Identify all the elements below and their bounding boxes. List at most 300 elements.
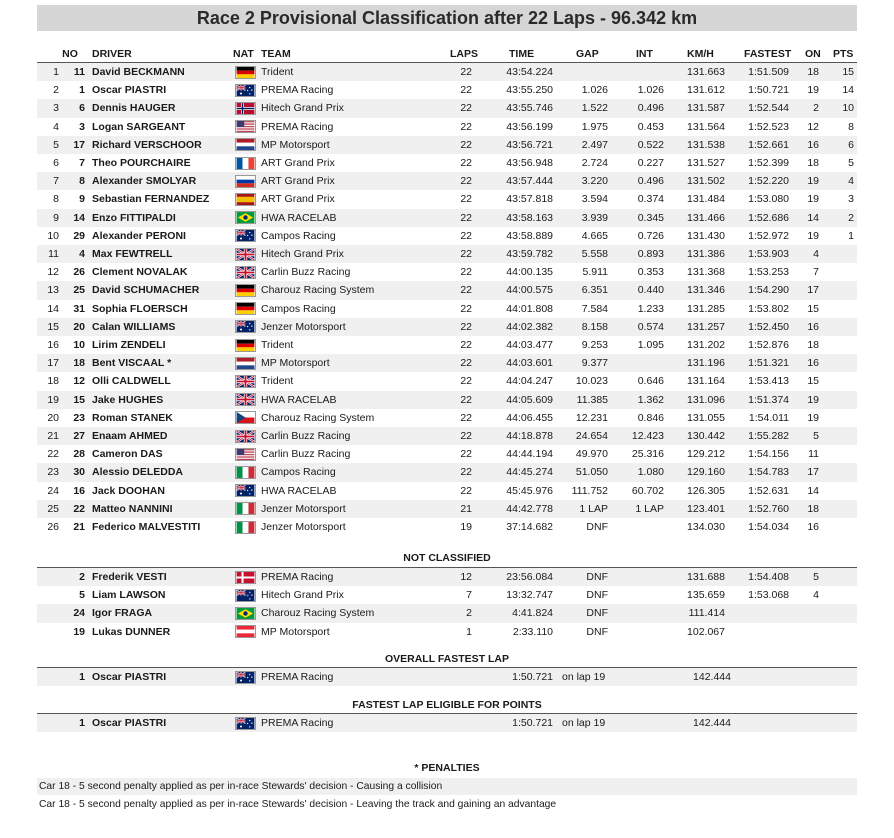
fastest-lap-cell: 1:53.413: [748, 375, 789, 388]
position-cell: [37, 586, 59, 604]
driver-name-cell: Roman STANEK: [92, 411, 173, 424]
team-name-cell: Charouz Racing System: [261, 607, 375, 620]
fastest-points-no: 1: [79, 717, 85, 730]
fastest-on-lap-cell: 19: [807, 229, 819, 242]
table-row: [37, 227, 857, 245]
fastest-on-lap-cell: [789, 604, 819, 622]
fastest-points-lap-note: on lap 19: [562, 717, 606, 730]
laps-cell: 22: [460, 120, 472, 133]
points-cell: [822, 500, 854, 518]
header-nat: NAT: [233, 48, 254, 61]
fastest-lap-cell: 1:55.282: [748, 430, 789, 443]
car-number-cell: 6: [79, 102, 85, 115]
interval-cell: 1.233: [637, 302, 664, 315]
fastest-lap-cell: 1:54.290: [748, 284, 789, 297]
gap-cell: DNF: [586, 589, 608, 602]
fastest-on-lap-cell: 19: [807, 193, 819, 206]
driver-name-cell: David SCHUMACHER: [92, 284, 200, 297]
header-gap: GAP: [576, 48, 599, 61]
laps-cell: 22: [460, 320, 472, 333]
gap-cell: DNF: [586, 607, 608, 620]
car-number-cell: 14: [73, 211, 85, 224]
au-flag-icon: [235, 484, 256, 497]
gap-cell: 3.939: [581, 211, 608, 224]
table-row: [37, 518, 857, 536]
team-name-cell: HWA RACELAB: [261, 211, 337, 224]
interval-cell: 0.496: [637, 175, 664, 188]
car-number-cell: 20: [73, 320, 85, 333]
interval-cell: [612, 63, 664, 81]
header-fastest: FASTEST: [744, 48, 792, 61]
points-cell: [822, 318, 854, 336]
team-name-cell: ART Grand Prix: [261, 193, 335, 206]
driver-name-cell: Frederik VESTI: [92, 571, 167, 584]
team-name-cell: HWA RACELAB: [261, 484, 337, 497]
table-row: [37, 500, 857, 518]
fastest-on-lap-cell: 19: [807, 393, 819, 406]
gb-flag-icon: [235, 393, 256, 406]
car-number-cell: 5: [79, 589, 85, 602]
position-cell: 5: [53, 138, 59, 151]
laps-cell: 22: [460, 448, 472, 461]
points-cell: [822, 336, 854, 354]
points-cell: 14: [842, 84, 854, 97]
overall-fastest-team: PREMA Racing: [261, 671, 334, 684]
driver-name-cell: Alexander PERONI: [92, 229, 186, 242]
fastest-lap-cell: 1:53.903: [748, 248, 789, 261]
fastest-on-lap-cell: 19: [807, 175, 819, 188]
points-cell: [822, 482, 854, 500]
table-row: [37, 99, 857, 117]
fastest-on-lap-cell: 18: [807, 339, 819, 352]
time-cell: 4:41.824: [512, 607, 553, 620]
car-number-cell: 8: [79, 175, 85, 188]
interval-cell: [612, 604, 664, 622]
fastest-points-title: FASTEST LAP ELIGIBLE FOR POINTS: [352, 699, 542, 711]
laps-cell: 22: [460, 102, 472, 115]
fastest-on-lap-cell: 17: [807, 466, 819, 479]
gap-cell: DNF: [586, 625, 608, 638]
fastest-on-lap-cell: 19: [807, 84, 819, 97]
speed-cell: 126.305: [687, 484, 725, 497]
time-cell: 43:56.199: [506, 120, 553, 133]
gb-flag-icon: [235, 248, 256, 261]
fastest-on-lap-cell: 18: [807, 66, 819, 79]
points-cell: [822, 372, 854, 390]
de-flag-icon: [235, 284, 256, 297]
interval-cell: [612, 354, 664, 372]
fastest-lap-cell: 1:52.972: [748, 229, 789, 242]
laps-cell: 22: [460, 175, 472, 188]
fastest-lap-cell: 1:54.011: [748, 411, 789, 424]
header-no: NO: [62, 48, 78, 61]
speed-cell: 134.030: [687, 521, 725, 534]
fastest-on-lap-cell: 19: [807, 411, 819, 424]
time-cell: 44:06.455: [506, 411, 553, 424]
table-header: [37, 45, 857, 63]
laps-cell: 22: [460, 466, 472, 479]
driver-name-cell: Sophia FLOERSCH: [92, 302, 188, 315]
laps-cell: 22: [460, 248, 472, 261]
fastest-lap-cell: 1:52.760: [748, 502, 789, 515]
interval-cell: 0.893: [637, 248, 664, 261]
overall-fastest-driver: Oscar PIASTRI: [92, 671, 167, 684]
gap-cell: 49.970: [575, 448, 608, 461]
interval-cell: 0.646: [637, 375, 664, 388]
interval-cell: 0.522: [637, 138, 664, 151]
time-cell: 44:03.601: [506, 357, 553, 370]
fastest-on-lap-cell: 4: [813, 589, 819, 602]
table-row: [37, 190, 857, 208]
header-int: INT: [636, 48, 653, 61]
points-cell: [822, 354, 854, 372]
laps-cell: 22: [460, 484, 472, 497]
fastest-on-lap-cell: 15: [807, 302, 819, 315]
time-cell: 43:56.721: [506, 138, 553, 151]
fastest-lap-cell: 1:52.661: [748, 138, 789, 151]
time-cell: 13:32.747: [506, 589, 553, 602]
position-cell: 8: [53, 193, 59, 206]
team-name-cell: MP Motorsport: [261, 138, 330, 151]
position-cell: 18: [47, 375, 59, 388]
speed-cell: 131.430: [687, 229, 725, 242]
laps-cell: 22: [460, 357, 472, 370]
interval-cell: 0.374: [637, 193, 664, 206]
penalties-title: * PENALTIES: [414, 762, 480, 774]
page-title: Race 2 Provisional Classification after 22 Laps - 96.342 km: [37, 5, 857, 31]
table-row: [37, 586, 857, 604]
position-cell: 2: [53, 84, 59, 97]
car-number-cell: 26: [73, 266, 85, 279]
car-number-cell: 28: [73, 448, 85, 461]
speed-cell: 131.055: [687, 411, 725, 424]
driver-name-cell: Logan SARGEANT: [92, 120, 186, 133]
fastest-lap-cell: 1:53.080: [748, 193, 789, 206]
speed-cell: 131.346: [687, 284, 725, 297]
fastest-lap-cell: 1:53.068: [748, 589, 789, 602]
table-row: [37, 118, 857, 136]
de-flag-icon: [235, 339, 256, 352]
fr-flag-icon: [235, 157, 256, 170]
gap-cell: 3.220: [581, 175, 608, 188]
laps-cell: 22: [460, 138, 472, 151]
gap-cell: 1.522: [581, 102, 608, 115]
fastest-lap-cell: 1:54.034: [748, 521, 789, 534]
laps-cell: 22: [460, 193, 472, 206]
overall-fastest-lap-note: on lap 19: [562, 671, 606, 684]
fastest-on-lap-cell: 14: [807, 484, 819, 497]
car-number-cell: 23: [73, 411, 85, 424]
points-cell: 2: [848, 211, 854, 224]
fastest-lap-cell: 1:54.156: [748, 448, 789, 461]
time-cell: 44:03.477: [506, 339, 553, 352]
gap-cell: DNF: [586, 521, 608, 534]
fastest-lap-cell: 1:52.450: [748, 320, 789, 333]
position-cell: 19: [47, 393, 59, 406]
at-flag-icon: [235, 625, 256, 638]
gap-cell: 6.351: [581, 284, 608, 297]
driver-name-cell: Clement NOVALAK: [92, 266, 188, 279]
laps-cell: 1: [466, 625, 472, 638]
driver-name-cell: Richard VERSCHOOR: [92, 138, 202, 151]
interval-cell: 25.316: [631, 448, 664, 461]
interval-cell: [612, 586, 664, 604]
team-name-cell: Trident: [261, 375, 294, 388]
speed-cell: 123.401: [687, 502, 725, 515]
time-cell: 37:14.682: [506, 521, 553, 534]
speed-cell: 131.484: [687, 193, 725, 206]
overall-fastest-no: 1: [79, 671, 85, 684]
table-row: [37, 263, 857, 281]
gap-cell: 5.558: [581, 248, 608, 261]
speed-cell: 131.688: [687, 571, 725, 584]
table-row: [37, 427, 857, 445]
speed-cell: 131.564: [687, 120, 725, 133]
team-name-cell: Hitech Grand Prix: [261, 102, 344, 115]
car-number-cell: 24: [73, 607, 85, 620]
fastest-points-kmh: 142.444: [693, 717, 731, 730]
table-row: [37, 136, 857, 154]
position-cell: 11: [48, 248, 59, 261]
time-cell: 43:55.250: [506, 84, 553, 97]
position-cell: [37, 568, 59, 586]
points-cell: 4: [848, 175, 854, 188]
team-name-cell: Carlin Buzz Racing: [261, 448, 351, 461]
table-row: [37, 336, 857, 354]
laps-cell: 22: [460, 339, 472, 352]
laps-cell: 22: [460, 266, 472, 279]
laps-cell: 22: [460, 284, 472, 297]
dk-flag-icon: [235, 571, 256, 584]
not-classified-title: NOT CLASSIFIED: [403, 552, 491, 564]
de-flag-icon: [235, 302, 256, 315]
fastest-lap-cell: [727, 604, 789, 622]
fastest-on-lap-cell: 12: [807, 120, 819, 133]
fastest-on-lap-cell: 2: [813, 102, 819, 115]
driver-name-cell: Alexander SMOLYAR: [92, 175, 197, 188]
points-cell: [822, 586, 854, 604]
driver-name-cell: Lirim ZENDELI: [92, 339, 166, 352]
car-number-cell: 11: [73, 66, 85, 79]
laps-cell: 7: [466, 589, 472, 602]
gap-cell: 3.594: [581, 193, 608, 206]
team-name-cell: MP Motorsport: [261, 357, 330, 370]
interval-cell: 0.227: [637, 157, 664, 170]
fastest-lap-cell: 1:51.374: [748, 393, 789, 406]
team-name-cell: Hitech Grand Prix: [261, 248, 344, 261]
points-cell: [822, 409, 854, 427]
table-row: [37, 623, 857, 641]
penalty-item: Car 18 - 5 second penalty applied as per in-race Stewards' decision - Leaving the track and gaining an advantage: [39, 799, 557, 810]
es-flag-icon: [235, 193, 256, 206]
position-cell: 15: [47, 320, 59, 333]
speed-cell: 131.538: [687, 138, 725, 151]
interval-cell: 0.453: [637, 120, 664, 133]
position-cell: 26: [47, 521, 59, 534]
position-cell: 16: [47, 339, 59, 352]
team-name-cell: PREMA Racing: [261, 120, 334, 133]
driver-name-cell: Dennis HAUGER: [92, 102, 176, 115]
interval-cell: 12.423: [631, 430, 664, 443]
time-cell: 45:45.976: [506, 484, 553, 497]
driver-name-cell: Jack DOOHAN: [92, 484, 165, 497]
gap-cell: 9.377: [581, 357, 608, 370]
points-cell: [822, 281, 854, 299]
fastest-on-lap-cell: 11: [808, 448, 819, 461]
car-number-cell: 15: [73, 393, 85, 406]
car-number-cell: 1: [79, 84, 85, 97]
fastest-lap-cell: 1:52.876: [748, 339, 789, 352]
fastest-on-lap-cell: 16: [807, 521, 819, 534]
gap-cell: 9.253: [581, 339, 608, 352]
table-row: [37, 482, 857, 500]
br-flag-icon: [235, 607, 256, 620]
cz-flag-icon: [235, 411, 256, 424]
team-name-cell: Jenzer Motorsport: [261, 502, 346, 515]
team-name-cell: Hitech Grand Prix: [261, 589, 344, 602]
gap-cell: 11.385: [576, 393, 608, 406]
car-number-cell: 9: [79, 193, 85, 206]
time-cell: 43:58.163: [506, 211, 553, 224]
interval-cell: 1.026: [637, 84, 664, 97]
header-on: ON: [805, 48, 821, 61]
car-number-cell: 19: [73, 625, 85, 638]
driver-name-cell: Matteo NANNINI: [92, 502, 173, 515]
team-name-cell: ART Grand Prix: [261, 175, 335, 188]
speed-cell: 131.527: [687, 157, 725, 170]
speed-cell: 131.164: [687, 375, 725, 388]
driver-name-cell: Cameron DAS: [92, 448, 163, 461]
fastest-on-lap-cell: 17: [807, 284, 819, 297]
nz-flag-icon: [235, 589, 256, 602]
interval-cell: 0.846: [637, 411, 664, 424]
fastest-on-lap-cell: 14: [807, 211, 819, 224]
car-number-cell: 18: [73, 357, 85, 370]
team-name-cell: Carlin Buzz Racing: [261, 266, 351, 279]
speed-cell: 135.659: [687, 589, 725, 602]
time-cell: 23:56.084: [506, 571, 553, 584]
laps-cell: 22: [460, 157, 472, 170]
us-flag-icon: [235, 120, 256, 133]
time-cell: 2:33.110: [512, 625, 553, 638]
position-cell: 17: [47, 357, 59, 370]
table-row: [37, 568, 857, 586]
points-cell: [822, 263, 854, 281]
interval-cell: [612, 568, 664, 586]
position-cell: 24: [47, 484, 59, 497]
gap-cell: 1.026: [581, 84, 608, 97]
driver-name-cell: Federico MALVESTITI: [92, 521, 201, 534]
header-time: TIME: [509, 48, 535, 61]
team-name-cell: Trident: [261, 339, 294, 352]
table-row: [37, 154, 857, 172]
nl-flag-icon: [235, 138, 256, 151]
car-number-cell: 25: [73, 284, 85, 297]
points-cell: 3: [848, 193, 854, 206]
points-cell: [822, 391, 854, 409]
interval-cell: 0.496: [637, 102, 664, 115]
fastest-on-lap-cell: 16: [807, 357, 819, 370]
gb-flag-icon: [235, 266, 256, 279]
gap-cell: 24.654: [575, 430, 608, 443]
laps-cell: 22: [460, 430, 472, 443]
position-cell: [37, 623, 59, 641]
position-cell: 7: [53, 175, 59, 188]
table-row: [37, 281, 857, 299]
time-cell: 44:01.808: [506, 302, 553, 315]
points-cell: 5: [848, 157, 854, 170]
car-number-cell: 22: [73, 502, 85, 515]
fastest-lap-cell: 1:52.220: [748, 175, 789, 188]
time-cell: 44:05.609: [506, 393, 553, 406]
points-cell: 1: [848, 229, 854, 242]
position-cell: 23: [47, 466, 59, 479]
team-name-cell: PREMA Racing: [261, 571, 334, 584]
driver-name-cell: Enaam AHMED: [92, 430, 168, 443]
gap-cell: 1.975: [581, 120, 608, 133]
speed-cell: 111.414: [688, 607, 725, 620]
time-cell: 43:54.224: [506, 66, 553, 79]
team-name-cell: Charouz Racing System: [261, 411, 375, 424]
position-cell: 9: [53, 211, 59, 224]
points-cell: [822, 445, 854, 463]
table-row: [37, 63, 857, 81]
interval-cell: 60.702: [631, 484, 664, 497]
position-cell: 10: [47, 229, 59, 242]
table-row: [37, 300, 857, 318]
time-cell: 43:58.889: [506, 229, 553, 242]
fastest-lap-cell: 1:54.408: [748, 571, 789, 584]
overall-fastest-time: 1:50.721: [512, 671, 553, 684]
laps-cell: 21: [460, 502, 472, 515]
driver-name-cell: Theo POURCHAIRE: [92, 157, 191, 170]
position-cell: 21: [47, 430, 59, 443]
driver-name-cell: Olli CALDWELL: [92, 375, 171, 388]
position-cell: 25: [47, 502, 59, 515]
team-name-cell: Jenzer Motorsport: [261, 521, 346, 534]
points-cell: [822, 604, 854, 622]
penalty-item: Car 18 - 5 second penalty applied as per in-race Stewards' decision - Causing a collision: [37, 778, 857, 795]
table-row: [37, 81, 857, 99]
speed-cell: 131.202: [687, 339, 725, 352]
time-cell: 44:42.778: [506, 502, 553, 515]
time-cell: 43:55.746: [506, 102, 553, 115]
gap-cell: 12.231: [575, 411, 608, 424]
car-number-cell: 12: [73, 375, 85, 388]
gap-cell: 2.497: [581, 138, 608, 151]
team-name-cell: Campos Racing: [261, 302, 336, 315]
laps-cell: 22: [460, 375, 472, 388]
fastest-lap-cell: 1:52.544: [748, 102, 789, 115]
car-number-cell: 27: [73, 430, 85, 443]
it-flag-icon: [235, 521, 256, 534]
table-row: [37, 604, 857, 622]
car-number-cell: 3: [79, 120, 85, 133]
fastest-lap-cell: 1:50.721: [748, 84, 789, 97]
interval-cell: 1.362: [637, 393, 664, 406]
au-flag-icon: [235, 717, 256, 730]
laps-cell: 22: [460, 211, 472, 224]
fastest-on-lap-cell: 7: [813, 266, 819, 279]
overall-fastest-row: [37, 668, 857, 686]
car-number-cell: 10: [73, 339, 85, 352]
driver-name-cell: Oscar PIASTRI: [92, 84, 167, 97]
speed-cell: 131.466: [687, 211, 725, 224]
points-cell: [822, 463, 854, 481]
au-flag-icon: [235, 320, 256, 333]
speed-cell: 131.663: [687, 66, 725, 79]
car-number-cell: 2: [79, 571, 85, 584]
